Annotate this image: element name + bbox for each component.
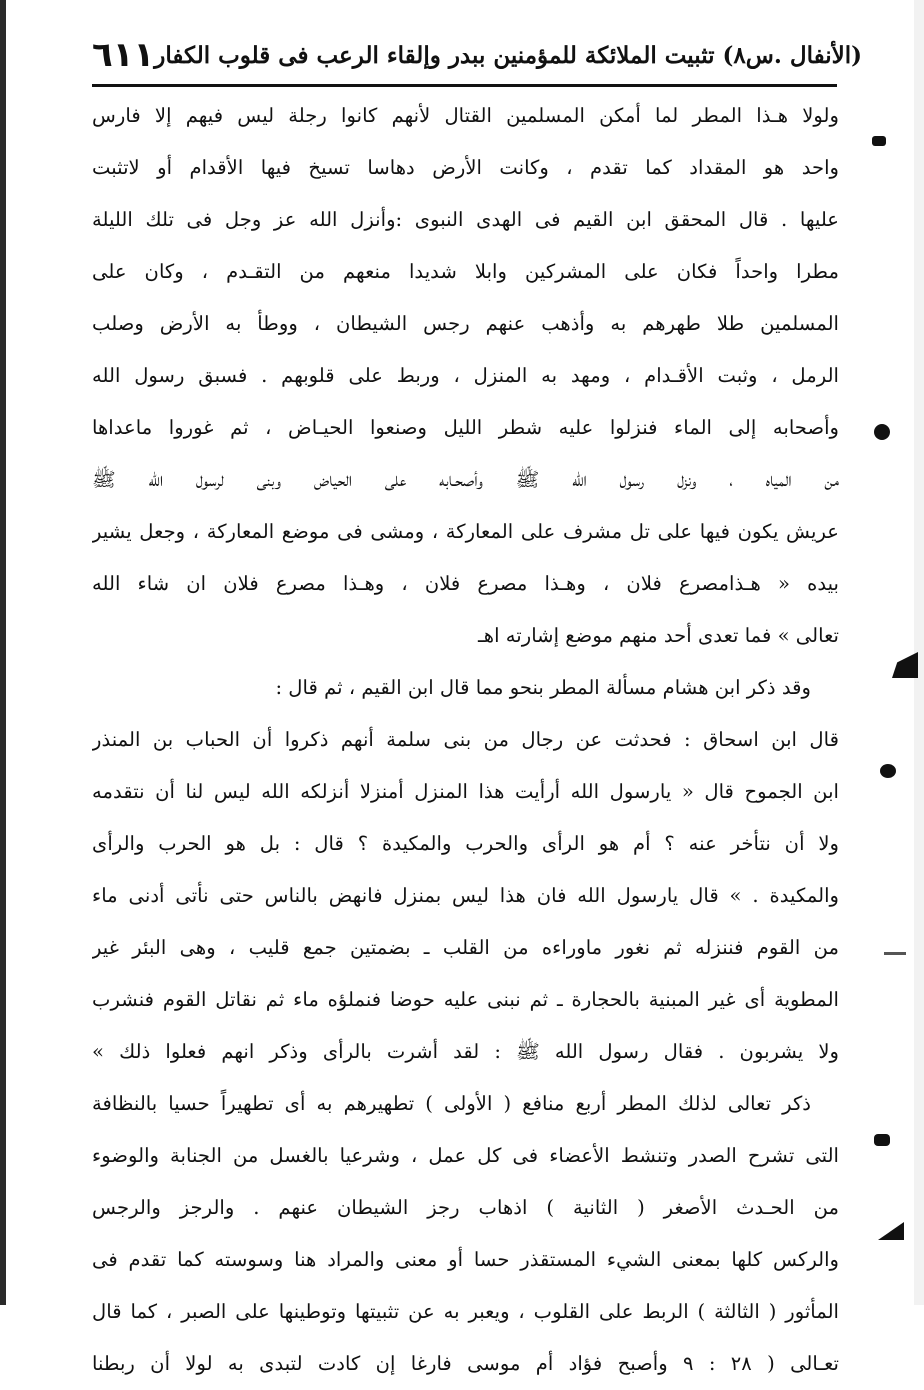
running-head: (الأنفال .س٨) تثبيت الملائكة للمؤمنين ببدر وإلقاء الرعب فى قلوب الكفار — [154, 41, 863, 69]
scan-mark — [874, 1134, 890, 1146]
text-line: المأثور ( الثالثة ) الربط على القلوب ، ويعبر به عن تثبيتها وتوطينها على الصبر ، كما قال — [92, 1300, 839, 1323]
scan-mark — [880, 764, 896, 778]
text-line: من الحـدث الأصغر ( الثانية ) اذهاب رجز الشيطان عنهم . والرجز والرجس — [92, 1196, 839, 1219]
page-header — [92, 28, 863, 82]
text-line: وأصحابه إلى الماء فنزلوا عليه شطر الليل وصنعوا الحيـاض ، ثم غوروا ماعداها — [92, 416, 839, 439]
text-line: ولا أن نتأخر عنه ؟ أم هو الرأى والحرب والمكيدة ؟ قال : بل هو الحرب والرأى — [92, 832, 839, 855]
text-line: والمكيدة . » قال يارسول الله فان هذا ليس بمنزل فانهض بالناس حتى نأتى أدنى ماء — [92, 884, 839, 907]
text-line: تعـالى ( ٢٨ : ٩ وأصبح فؤاد أم موسى فارغا إن كادت لتبدى به لولا أن ربطنا — [92, 1352, 839, 1375]
text-line: قال ابن اسحاق : فحدثت عن رجال من بنى سلمة أنهم ذكروا أن الحباب بن المنذر — [92, 728, 839, 751]
text-line: عليها . قال المحقق ابن القيم فى الهدى النبوى :وأنزل الله عز وجل فى تلك الليلة — [92, 208, 839, 231]
scan-mark — [874, 424, 890, 440]
text-line: عريش يكون فيها على تل مشرف على المعاركة ، ومشى فى موضع المعاركة ، وجعل يشير — [92, 520, 839, 543]
text-line: ولولا هـذا المطر لما أمكن المسلمين القتال لأنهم كانوا رجلة ليس فيهم إلا فارس — [92, 104, 839, 127]
text-line: من المياه ، ونزل رسول الله ﷺ وأصحـابه على الحياض وبنى لرسول الله ﷺ — [92, 468, 839, 491]
text-line: وقد ذكر ابن هشام مسألة المطر بنحو مما قال ابن القيم ، ثم قال : — [275, 676, 811, 699]
page-number: ٦١١ — [92, 35, 155, 75]
text-line: التى تشرح الصدر وتنشط الأعضاء فى كل عمل ، وشرعيا بالغسل من الجنابة والوضوء — [92, 1144, 839, 1167]
scan-mark — [884, 952, 906, 955]
text-line: المسلمين طلا طهرهم به وأذهب عنهم رجس الشيطان ، ووطأ به الأرض وصلب — [92, 312, 839, 335]
text-line: تعالى » فما تعدى أحد منهم موضع إشارته اهـ — [478, 624, 839, 647]
body-text — [92, 90, 839, 1390]
text-line: بيده « هـذامصرع فلان ، وهـذا مصرع فلان ، وهـذا مصرع فلان ان شاء الله — [92, 572, 839, 595]
text-line: الرمل ، وثبت الأقـدام ، ومهد به المنزل ، وربط على قلوبهم . فسبق رسول الله — [92, 364, 839, 387]
text-line: واحد هو المقداد كما تقدم ، وكانت الأرض دهاسا تسيخ فيها الأقدام أو لاتثبت — [92, 156, 839, 179]
text-line: من القوم فننزله ثم نغور ماوراءه من القلب ـ بضمتين جمع قليب ، وهى البئر غير — [92, 936, 839, 959]
text-line: مطرا واحداً فكان على المشركين وابلا شديدا منعهم من التقـدم ، وكان على — [92, 260, 839, 283]
text-line: ذكر تعالى لذلك المطر أربع منافع ( الأولى ) تطهيرهم به أى تطهيراً حسيا بالنظافة — [92, 1092, 811, 1115]
scan-mark — [872, 136, 886, 146]
text-line: والركس كلها بمعنى الشيء المستقذر حسا أو معنى والمراد هنا وسوسته كما تقدم فى — [92, 1248, 839, 1271]
scan-mark — [892, 652, 918, 678]
scan-mark — [878, 1222, 904, 1240]
header-rule — [92, 84, 837, 87]
text-line: ولا يشربون . فقال رسول الله ﷺ : لقد أشرت بالرأى وذكر انهم فعلوا ذلك » — [92, 1040, 839, 1063]
scan-right-edge — [914, 0, 924, 1305]
text-line: المطوية أى غير المبنية بالحجارة ـ ثم نبنى عليه حوضا فنملؤه ماء ثم نقاتل القوم فنشرب — [92, 988, 839, 1011]
scan-left-edge — [0, 0, 6, 1305]
text-line: ابن الجموح قال « يارسول الله أرأيت هذا المنزل أمنزلا أنزلكه الله ليس لنا أن نتقدمه — [92, 780, 839, 803]
